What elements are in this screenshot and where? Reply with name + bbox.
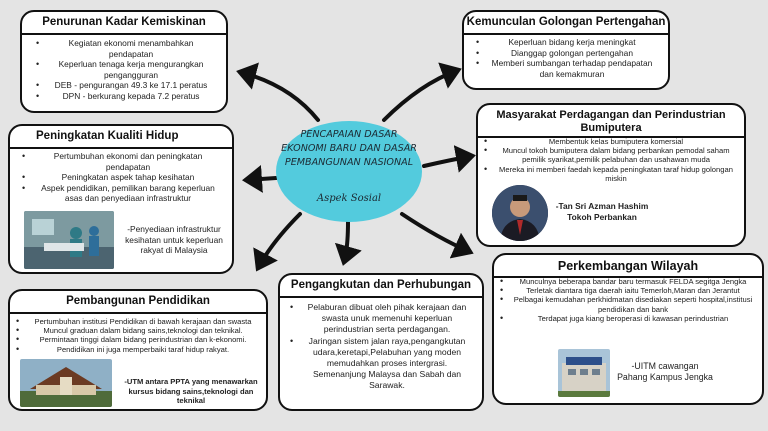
kemiskinan-list: [36, 38, 216, 102]
box-pengangkutan-title: Pengangkutan dan Perhubungan: [290, 279, 472, 291]
box-pendidikan-title: Pembangunan Pendidikan: [66, 295, 210, 307]
wilayah-photo-caption: -UITM cawangan Pahang Kampus Jengka: [617, 361, 713, 382]
list-item: • Membentuk kelas bumiputera komersial: [484, 137, 738, 146]
title-divider: [280, 296, 482, 298]
box-kemiskinan: [20, 10, 228, 113]
box-pengangkutan: [278, 273, 484, 411]
arrow-to-kemiskinan: [240, 72, 318, 120]
list-item: • Mereka ini memberi faedah kepada peningkatan taraf hidup golongan miskin: [484, 165, 738, 183]
list-item: • Terdapat juga kiang beroperasi di kawasan perindustrian: [500, 314, 756, 323]
box-kualiti: [8, 124, 234, 274]
center-line-2: EKONOMI BARU DAN DASAR: [281, 143, 417, 154]
center-topic-title: [276, 128, 422, 170]
list-item: • Pelaburan dibuat oleh pihak kerajaan dan swasta unuk memenuhi keperluan perindustrian serta perdagangan.: [290, 302, 474, 336]
bumiputera-photo-caption: -Tan Sri Azman Hashim Tokoh Perbankan: [555, 201, 649, 222]
pertengahan-list: [476, 37, 658, 79]
pengangkutan-list: [290, 302, 474, 392]
center-subtitle: Aspek Sosial: [316, 193, 382, 204]
kualiti-list: [22, 151, 224, 204]
list-item: • Kegiatan ekonomi menambahkan pendapatan: [36, 38, 216, 59]
box-pertengahan: [462, 10, 670, 90]
title-divider: [10, 312, 266, 314]
list-item: • Pelbagai kemudahan perkhidmatan disediakan seperti hospital,institusi pendidikan dan bank: [500, 295, 756, 313]
person-photo: [492, 185, 548, 241]
list-item: • Pertumbuhan institusi Pendidikan di bawah kerajaan dan swasta: [16, 317, 260, 326]
list-item: • Muncul graduan dalam bidang sains,teknologi dan teknikal.: [16, 326, 260, 335]
title-divider: [10, 147, 232, 149]
list-item: • Pertumbuhan ekonomi dan peningkatan pendapatan: [22, 151, 224, 172]
box-pendidikan: [8, 289, 268, 411]
arrow-to-pertengahan: [384, 70, 458, 120]
kualiti-photo-caption: -Penyediaan infrastruktur kesihatan untuk keperluan rakyat di Malaysia: [125, 224, 223, 255]
list-item: • Muncul tokoh bumiputera dalam bidang perbankan pemodal saham pemilik syarikat,pemilik pelabuhan dan usahawan muda: [484, 146, 738, 164]
pendidikan-photo-caption: -UTM antara PPTA yang menawarkan kursus bidang sains,teknologi dan teknikal: [124, 377, 258, 405]
list-item: • Permintaan tinggi dalam bidang perindustrian dan k-ekonomi.: [16, 335, 260, 344]
list-item: • Keperluan bidang kerja meningkat: [476, 37, 658, 48]
list-item: • Munculnya beberapa bandar baru termasuk FELDA segitga Jengka: [500, 277, 756, 286]
list-item: • DEB - pengurangan 49.3 ke 17.1 peratus: [36, 80, 216, 91]
list-item: • Memberi sumbangan terhadap pendapatan dan kemakmuran: [476, 58, 658, 79]
bumiputera-list: [484, 137, 738, 183]
box-bumiputera-title: Masyarakat Perdagangan dan Perindustrian Bumiputera: [496, 109, 726, 134]
list-item: • Pendidikan ini juga memperbaiki taraf hidup rakyat.: [16, 345, 260, 354]
list-item: • Aspek pendidikan, pemilikan barang keperluan asas dan penyediaan infrastruktur: [22, 183, 224, 204]
box-wilayah: [492, 253, 764, 405]
title-divider: [464, 33, 668, 35]
center-line-3: PEMBANGUNAN NASIONAL: [284, 157, 414, 168]
list-item: • Keperluan tenaga kerja mengurangkan pengangguran: [36, 59, 216, 80]
list-item: • Jaringan sistem jalan raya,pengangkutan udara,keretapi,Pelabuhan yang moden memudahkan proses intergrasi. Semenanjung Malaysa dan Sabah dan Sarawak.: [290, 336, 474, 392]
arrow-to-bumiputera: [424, 156, 472, 166]
list-item: • Terletak diantara tiga daerah iaitu Temerloh,Maran dan Jerantut: [500, 286, 756, 295]
box-wilayah-title: Perkembangan Wilayah: [557, 259, 699, 273]
box-bumiputera: [476, 103, 746, 247]
center-line-1: PENCAPAIAN DASAR: [300, 129, 398, 140]
building-photo: [558, 349, 610, 397]
title-divider: [22, 33, 226, 35]
arrow-to-pengangkutan: [344, 222, 348, 262]
list-item: • Peningkatan aspek tahap kesihatan: [22, 172, 224, 183]
box-kemiskinan-title: Penurunan Kadar Kemiskinan: [42, 16, 206, 28]
arrow-to-wilayah: [402, 214, 470, 252]
hospital-photo: [24, 211, 114, 269]
box-kualiti-title: Peningkatan Kualiti Hidup: [36, 130, 179, 142]
wilayah-list: [500, 277, 756, 323]
arrow-to-kualiti: [246, 178, 276, 180]
box-pertengahan-title: Kemunculan Golongan Pertengahan: [466, 16, 666, 28]
arrow-to-pendidikan: [258, 214, 300, 268]
pendidikan-list: [16, 317, 260, 354]
list-item: • Dianggap golongan pertengahan: [476, 48, 658, 59]
campus-photo: [20, 359, 112, 407]
list-item: • DPN - berkurang kepada 7.2 peratus: [36, 91, 216, 102]
